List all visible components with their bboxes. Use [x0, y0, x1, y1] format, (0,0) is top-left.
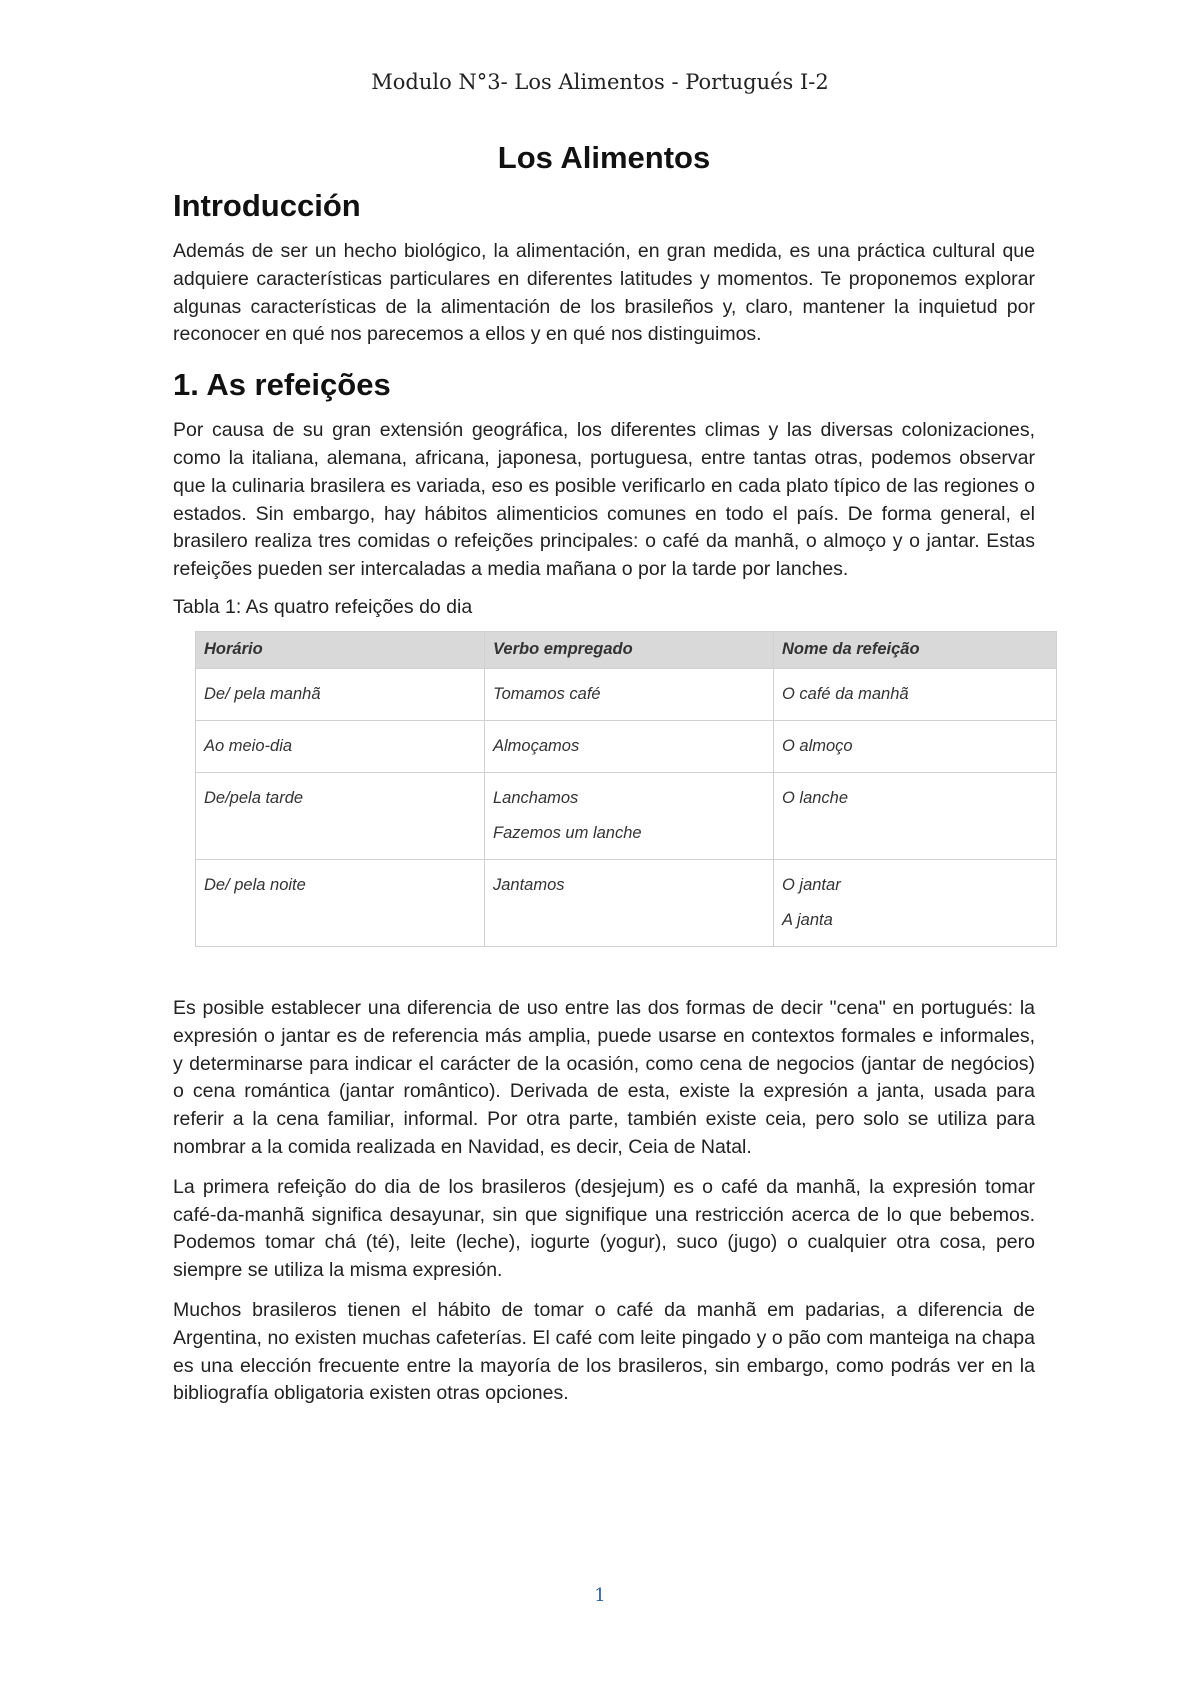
intro-heading: Introducción: [173, 188, 361, 223]
section-1-heading: 1. As refeições: [173, 367, 391, 403]
cell-line: Almoçamos: [493, 736, 580, 755]
cell-line: Tomamos café: [493, 684, 601, 703]
header-verbo-empregado: Verbo empregado: [485, 631, 774, 668]
table-caption: Tabla 1: As quatro refeições do dia: [173, 595, 473, 618]
table-cell: [196, 720, 485, 772]
cell-line: Fazemos um lanche: [493, 823, 642, 842]
body-paragraph: Muchos brasileros tienen el hábito de tomar o café da manhã em padarias, a diferencia de Argentina, no existen muchas cafeterías. El café com leite pingado y o pão com manteiga na chapa es una elección frecuente entre la mayoría de los brasileros, sin embargo, como podrás ver en la bibliografía obligatoria existen otras opciones.: [173, 1298, 1035, 1405]
table-cell: [196, 859, 485, 946]
cell-line: Ao meio-dia: [204, 736, 293, 755]
table-row: [196, 859, 1057, 946]
running-header: Modulo N°3- Los Alimentos - Portugués I-2: [371, 70, 829, 94]
section-1-paragraph: Por causa de su gran extensión geográfica, los diferentes climas y las diversas colonizaciones, como la italiana, alemana, africana, japonesa, portuguesa, entre tantas otras, podemos observar que la culinaria brasilera es variada, eso es posible verificarlo en cada plato típico de las regiones o estados. Sin embargo, hay hábitos alimenticios comunes en todo el país. De forma general, el brasilero realiza tres comidas o refeições principales: o café da manhã, o almoço y o jantar. Estas refeições pueden ser intercaladas a media mañana o por la tarde por lanches.: [173, 419, 1035, 581]
body-paragraph: Es posible establecer una diferencia de uso entre las dos formas de decir "cena" en portugués: la expresión o jantar es de referencia más amplia, puede usarse en contextos formales e informales, y determinarse para indicar el carácter de la ocasión, como cena de negocios (jantar de negócios) o cena romántica (jantar romântico). Derivada de esta, existe la expresión a janta, usada para referir a la cena familiar, informal. Por otra parte, también existe ceia, pero solo se utiliza para nombrar a la comida realizada en Navidad, es decir, Ceia de Natal.: [173, 996, 1035, 1158]
body-paragraph: La primera refeição do dia de los brasileros (desjejum) es o café da manhã, la expresión tomar café-da-manhã significa desayunar, sin que signifique una restricción acerca de lo que bebemos. Podemos tomar chá (té), leite (leche), iogurte (yogur), suco (jugo) o cualquier otra cosa, pero siempre se utiliza la misma expresión.: [173, 1175, 1035, 1282]
cell-line: A janta: [782, 910, 833, 929]
table-cell: [774, 772, 1057, 859]
table-cell: [485, 668, 774, 720]
cell-line: De/ pela manhã: [204, 684, 321, 703]
table-row: [196, 720, 1057, 772]
cell-line: De/ pela noite: [204, 875, 306, 894]
cell-line: O jantar: [782, 875, 841, 894]
table-cell: [196, 772, 485, 859]
cell-line: O almoço: [782, 736, 853, 755]
table-cell: [485, 720, 774, 772]
table-cell: [774, 720, 1057, 772]
table-cell: [774, 859, 1057, 946]
cell-line: Lanchamos: [493, 788, 579, 807]
header-nome-da-refeicao: Nome da refeição: [774, 631, 1057, 668]
table-cell: [196, 668, 485, 720]
table-cell: [774, 668, 1057, 720]
table-cell: [485, 772, 774, 859]
cell-line: O lanche: [782, 788, 849, 807]
table-cell: [485, 859, 774, 946]
document-content: [173, 140, 1035, 1420]
meals-table: [195, 631, 1057, 947]
header-horario: Horário: [196, 631, 485, 668]
cell-line: De/pela tarde: [204, 788, 304, 807]
document-title: Los Alimentos: [497, 140, 711, 175]
table-header-row: [196, 631, 1057, 668]
page-number: 1: [594, 1585, 606, 1606]
intro-paragraph: Además de ser un hecho biológico, la alimentación, en gran medida, es una práctica cultural que adquiere características particulares en diferentes latitudes y momentos. Te proponemos explorar algunas características de la alimentación de los brasileños y, claro, mantener la inquietud por reconocer en qué nos parecemos a ellos y en qué nos distinguimos.: [173, 240, 1035, 346]
cell-line: O café da manhã: [782, 684, 909, 703]
table-row: [196, 668, 1057, 720]
cell-line: Jantamos: [493, 875, 565, 894]
table-row: [196, 772, 1057, 859]
